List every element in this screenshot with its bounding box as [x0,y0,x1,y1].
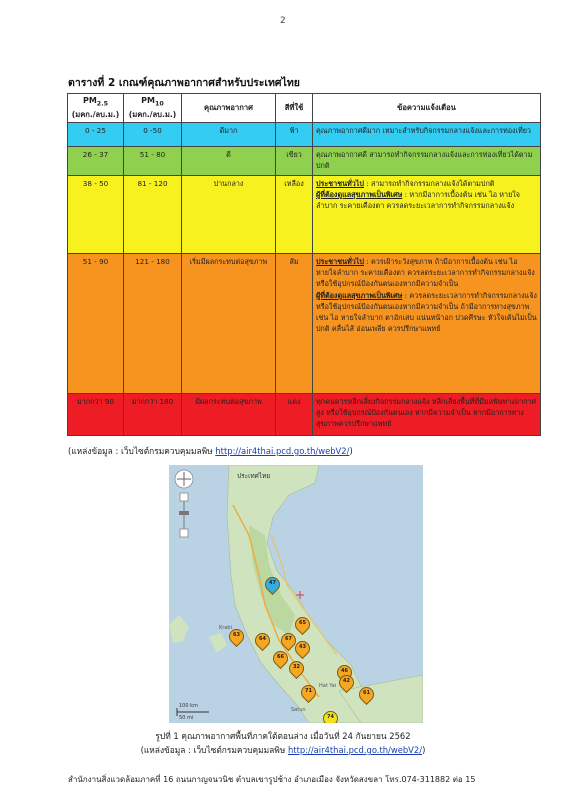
air-quality-table [67,93,541,436]
air-quality-map[interactable] [169,465,423,723]
cell-color: เขียว [276,147,313,176]
cell-quality: ปานกลาง [182,176,276,254]
map-scale-bottom: 50 mi [179,715,194,721]
table-row [68,123,541,147]
cell-pm10: 51 - 80 [124,147,182,176]
map-country-label: ประเทศไทย [237,472,271,480]
cell-pm10: มากกว่า 180 [124,394,182,436]
map-marker-value: 65 [299,620,306,626]
map-graphic [169,465,423,723]
map-city-satun: Satun [291,707,306,713]
page-number: 2 [280,16,286,26]
source-note: (แหล่งข้อมูล : เว็บไซต์กรมควบคุมมลพิษ http://air4thai.pcd.go.th/webV2/) [68,446,353,456]
cell-quality: มีผลกระทบต่อสุขภาพ [182,394,276,436]
sensitive-group-text: : ควรลดระยะเวลาการทำกิจกรรมกลางแจ้งหรือใช้อุปกรณ์ป้องกันตนเองหากมีความจำเป็น ถ้ามีอาการทางสุขภาพ เช่น ไอ หายใจลำบาก ตาอักเสบ แน่นหน้าอก ปวดศีรษะ หัวใจเต้นไม่เป็นปกติ คลื่นไส้ อ่อนเพลีย ควรปรึกษาแพทย์ [316,290,537,334]
general-public-text: คุณภาพอากาศดี สามารถทำกิจกรรมกลางแจ้งและการท่องเที่ยวได้ตามปกติ [316,150,533,171]
header-quality: คุณภาพอากาศ [182,94,276,123]
map-city-krabi: Krabi [219,625,232,631]
table-row [68,254,541,394]
general-public-text: : สามารถทำกิจกรรมกลางแจ้งได้ตามปกติ [363,179,495,189]
table-header-row [68,94,541,123]
cell-message [313,394,541,436]
cell-color: แดง [276,394,313,436]
general-public-text: : ควรเฝ้าระวังสุขภาพ ถ้ามีอาการเบื้องต้น เช่น ไอ หายใจลำบาก ระคายเคืองตา ควรลดระยะเวลาการทำกิจกรรมกลางแจ้ง หรือใช้อุปกรณ์ป้องกันตนเองหากมีความจำเป็น [316,257,535,289]
cell-message [313,254,541,394]
map-marker-value: 32 [293,664,300,670]
map-marker-value: 64 [259,636,266,642]
map-marker-value: 66 [277,654,284,660]
figure-source: (แหล่งข้อมูล : เว็บไซต์กรมควบคุมมลพิษ http://air4thai.pcd.go.th/webV2/) [140,745,426,755]
cell-message [313,176,541,254]
map-marker-value: 63 [233,632,240,638]
figure-source-link[interactable]: http://air4thai.pcd.go.th/webV2/ [288,745,423,755]
cell-pm25: 0 - 25 [68,123,124,147]
cell-message [313,123,541,147]
cell-pm25: 51 - 90 [68,254,124,394]
header-color: สีที่ใช้ [276,94,313,123]
sensitive-group-text: : หากมีอาการเบื้องต้น เช่น ไอ หายใจลำบาก ระคายเคืองตา ควรลดระยะเวลาการทำกิจกรรมกลางแจ้ง [316,190,521,211]
header-message: ข้อความแจ้งเตือน [313,94,541,123]
header-pm10: $PM_{10}$ (มคก./ลบ.ม.) [124,94,182,123]
cell-pm10: 0 -50 [124,123,182,147]
cell-pm25: 26 - 37 [68,147,124,176]
cell-color: ฟ้า [276,123,313,147]
general-public-label: ประชาชนทั่วไป [316,257,364,267]
map-marker-value: 67 [285,636,292,642]
map-marker-value: 46 [341,668,348,674]
cell-quality: ดีมาก [182,123,276,147]
table-caption: ตารางที่ 2 เกณฑ์คุณภาพอากาศสำหรับประเทศไทย [68,77,300,89]
source-link[interactable]: http://air4thai.pcd.go.th/webV2/ [215,446,350,456]
cell-quality: ดี [182,147,276,176]
sensitive-group-label: ผู้ที่ต้องดูแลสุขภาพเป็นพิเศษ [316,290,403,300]
map-marker-value: 71 [305,688,312,694]
general-public-text: ทุกคนควรหลีกเลี่ยงกิจกรรมกลางแจ้ง หลีกเลี่ยงพื้นที่ที่มีมลพิษทางอากาศสูง หรือใช้อุปกรณ์ป้องกันตนเอง หากมีความจำเป็น หากมีอาการทางสุขภาพควรปรึกษาแพทย์ [316,397,537,429]
map-scale-top: 100 km [179,703,198,709]
header-pm25: $PM_{2.5}$ (มคก./ลบ.ม.) [68,94,124,123]
map-marker-value: 47 [269,580,276,586]
map-marker-value: 61 [363,690,370,696]
map-marker-value: 42 [343,678,350,684]
table-row [68,394,541,436]
general-public-label: ประชาชนทั่วไป [316,179,364,189]
table-row [68,176,541,254]
cell-color: ส้ม [276,254,313,394]
map-marker-value: 74 [327,714,334,720]
general-public-text: คุณภาพอากาศดีมาก เหมาะสำหรับกิจกรรมกลางแจ้งและการท่องเที่ยว [316,126,531,136]
cell-pm10: 121 - 180 [124,254,182,394]
cell-pm25: มากกว่า 90 [68,394,124,436]
footer: สำนักงานสิ่งแวดล้อมภาคที่ 16 ถนนกาญจนวนิช ตำบลเขารูปช้าง อำเภอเมือง จังหวัดสงขลา โทร.074-311882 ต่อ 15 [68,775,476,784]
cell-pm10: 81 - 120 [124,176,182,254]
cell-quality: เริ่มมีผลกระทบต่อสุขภาพ [182,254,276,394]
cell-color: เหลือง [276,176,313,254]
map-city-hatyai: Hat Yai [319,683,337,689]
map-marker-value: 43 [299,644,306,650]
cell-message [313,147,541,176]
figure-caption: รูปที่ 1 คุณภาพอากาศพื้นที่ภาคใต้ตอนล่าง เมื่อวันที่ 24 กันยายน 2562 [155,731,411,741]
cell-pm25: 38 - 50 [68,176,124,254]
sensitive-group-label: ผู้ที่ต้องดูแลสุขภาพเป็นพิเศษ [316,190,403,200]
table-row [68,147,541,176]
